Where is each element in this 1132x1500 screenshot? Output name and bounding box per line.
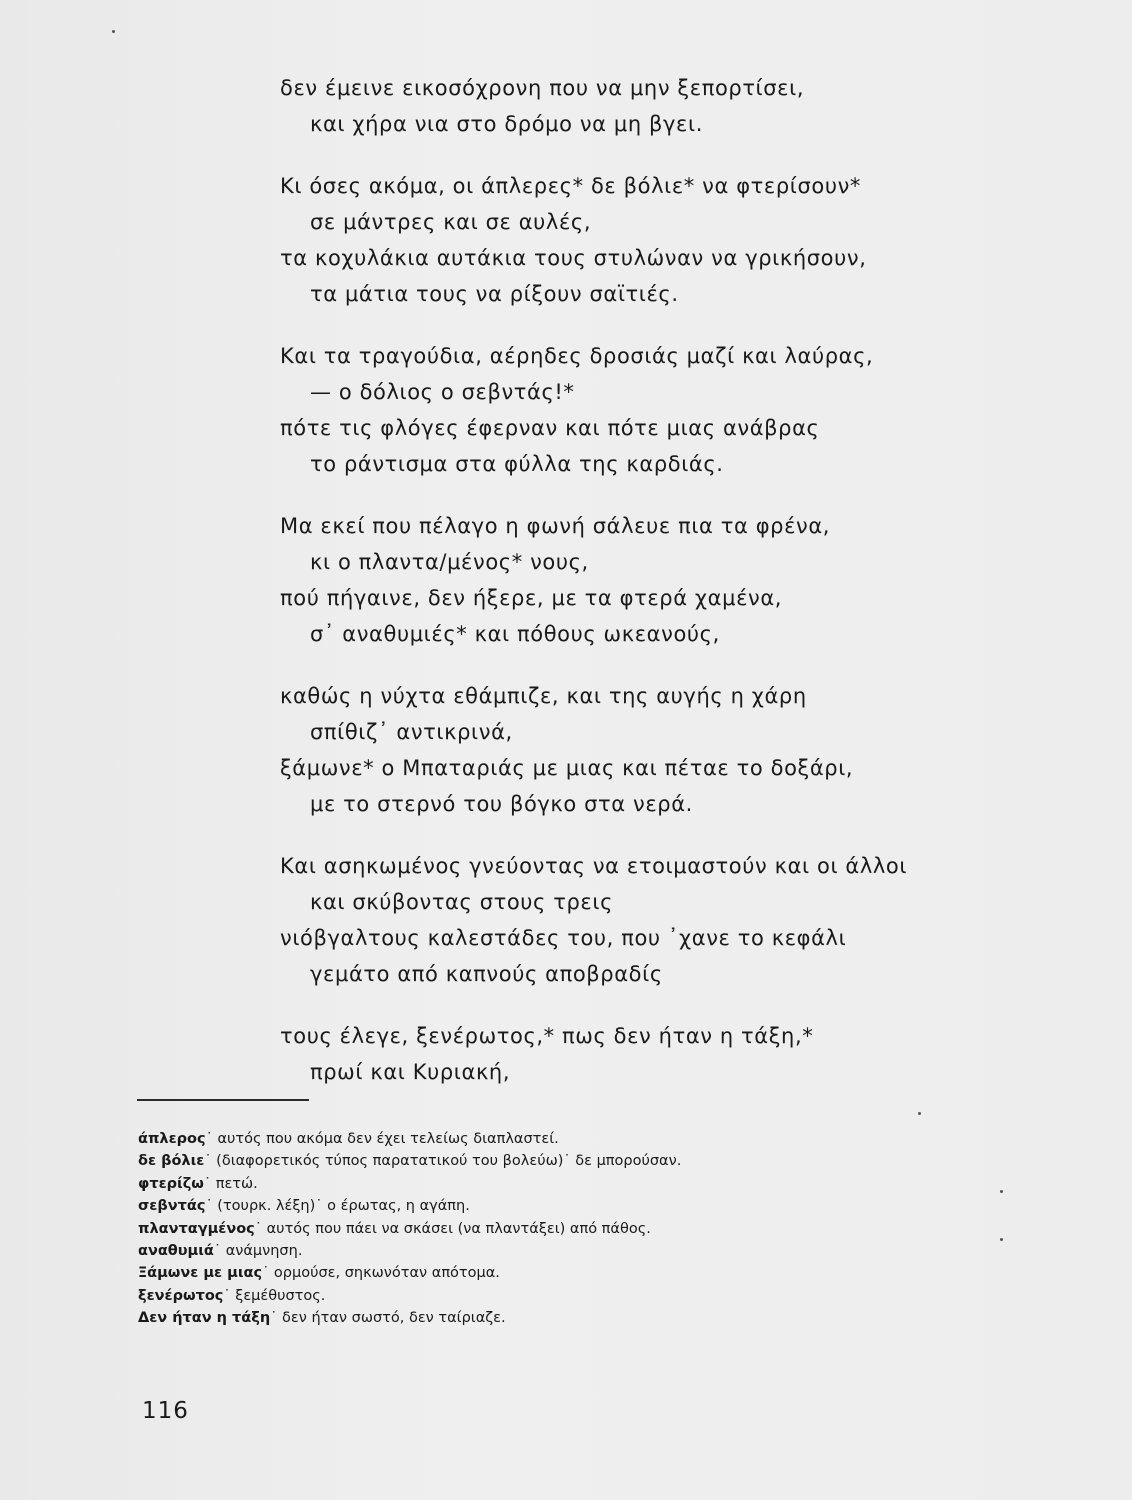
poem-line: τα κοχυλάκια αυτάκια τους στυλώναν να γρικήσουν,	[280, 246, 867, 270]
poem-line: σπίθιζ᾽ αντικρινά,	[310, 720, 513, 744]
footnote-term: άπλερος	[138, 1131, 206, 1147]
footnote	[138, 1285, 958, 1307]
footnote-separator	[137, 1099, 309, 1101]
stanza	[280, 848, 980, 992]
poem-line: το ράντισμα στα φύλλα της καρδιάς.	[310, 452, 724, 476]
footnote-term: αναθυμιά	[138, 1243, 214, 1260]
stanza	[280, 338, 980, 482]
stanza	[280, 678, 980, 822]
footnote-definition: ˙ (τουρκ. λέξη)˙ ο έρωτας, η αγάπη.	[205, 1198, 470, 1215]
paper-speck	[112, 30, 115, 33]
poem-line: και σκύβοντας στους τρεις	[310, 890, 614, 914]
footnote	[138, 1128, 958, 1150]
footnote	[138, 1240, 958, 1262]
footnote-definition: ˙ (διαφορετικός τύπος παρατατικού του βολεύω)˙ δε μπορούσαν.	[204, 1153, 682, 1170]
poem-line: και χήρα νια στο δρόμο να μη βγει.	[310, 112, 703, 136]
stanza	[280, 508, 980, 652]
poem-line: σ᾽ αναθυμιές* και πόθους ωκεανούς,	[310, 622, 720, 646]
poem-line: πότε τις φλόγες έφερναν και πότε μιας ανάβρας	[280, 416, 820, 440]
footnote-definition: ˙ ορμούσε, σηκωνόταν απότομα.	[262, 1265, 500, 1282]
footnote-term: Ξάμωνε με μιας	[138, 1265, 263, 1282]
poem-line: πρωί και Κυριακή,	[310, 1060, 511, 1084]
footnote-definition: ˙ ανάμνηση.	[213, 1243, 303, 1260]
footnote-definition: ˙ πετώ.	[203, 1175, 258, 1192]
footnote-term: Δεν ήταν η τάξη	[138, 1310, 271, 1327]
stanza	[280, 70, 980, 142]
stanza	[280, 168, 980, 312]
poem-line: τους έλεγε, ξενέρωτος,* πως δεν ήταν η τάξη,*	[280, 1024, 814, 1048]
poem-line: ξάμωνε* ο Μπαταριάς με μιας και πέταε το δοξάρι,	[280, 756, 854, 780]
footnote-term: πλανταγμένος	[138, 1220, 255, 1237]
stanza	[280, 1018, 980, 1090]
poem-line: Και ασηκωμένος γνεύοντας να ετοιμαστούν και οι άλλοι	[280, 854, 908, 878]
footnote-term: σεβντάς	[138, 1198, 206, 1215]
poem-line: δεν έμεινε εικοσόχρονη που να μην ξεπορτίσει,	[280, 76, 805, 100]
paper-speck	[1000, 1190, 1003, 1193]
footnote-definition: ˙ αυτός που ακόμα δεν έχει τελείως διαπλαστεί.	[205, 1131, 559, 1147]
poem-line: καθώς η νύχτα εθάμπιζε, και της αυγής η χάρη	[280, 684, 807, 708]
poem-line: Κι όσες ακόμα, οι άπλερες* δε βόλιε* να φτερίσουν*	[280, 174, 862, 198]
poem-line: — ο δόλιος ο σεβντάς!*	[310, 380, 575, 404]
poem-line: σε μάντρες και σε αυλές,	[310, 210, 592, 234]
poem-line: πού πήγαινε, δεν ήξερε, με τα φτερά χαμένα,	[280, 586, 783, 610]
poem-line: κι ο πλαντα/μένος* νους,	[310, 550, 589, 574]
poem-line: γεμάτο από καπνούς αποβραδίς	[310, 962, 663, 986]
footnote	[138, 1218, 958, 1240]
footnotes	[138, 1128, 958, 1330]
footnote	[138, 1195, 958, 1217]
poem-line: νιόβγαλτους καλεστάδες του, που ᾽χανε το κεφάλι	[280, 926, 847, 950]
footnote	[138, 1262, 958, 1284]
footnote-term: φτερίζω	[138, 1175, 204, 1192]
footnote	[138, 1307, 958, 1329]
paper-speck	[918, 1112, 921, 1115]
paper-speck	[1000, 1238, 1003, 1241]
footnote	[138, 1173, 958, 1195]
poem-line: Και τα τραγούδια, αέρηδες δροσιάς μαζί και λαύρας,	[280, 344, 874, 368]
footnote-definition: ˙ δεν ήταν σωστό, δεν ταίριαζε.	[270, 1310, 506, 1327]
footnote-definition: ˙ ξεμέθυστος.	[223, 1287, 326, 1304]
footnote-term: δε βόλιε	[138, 1153, 205, 1170]
footnote-term: ξενέρωτος	[138, 1287, 224, 1304]
poem-line: με το στερνό του βόγκο στα νερά.	[310, 792, 693, 816]
poem-line: τα μάτια τους να ρίξουν σαϊτιές.	[310, 282, 679, 306]
poem-line: Μα εκεί που πέλαγο η φωνή σάλευε πια τα φρένα,	[280, 514, 831, 538]
page-number: 116	[142, 1398, 189, 1424]
footnote-definition: ˙ αυτός που πάει να σκάσει (να πλαντάξει) από πάθος.	[254, 1220, 651, 1237]
poem-body	[280, 70, 980, 1116]
footnote	[138, 1150, 958, 1172]
